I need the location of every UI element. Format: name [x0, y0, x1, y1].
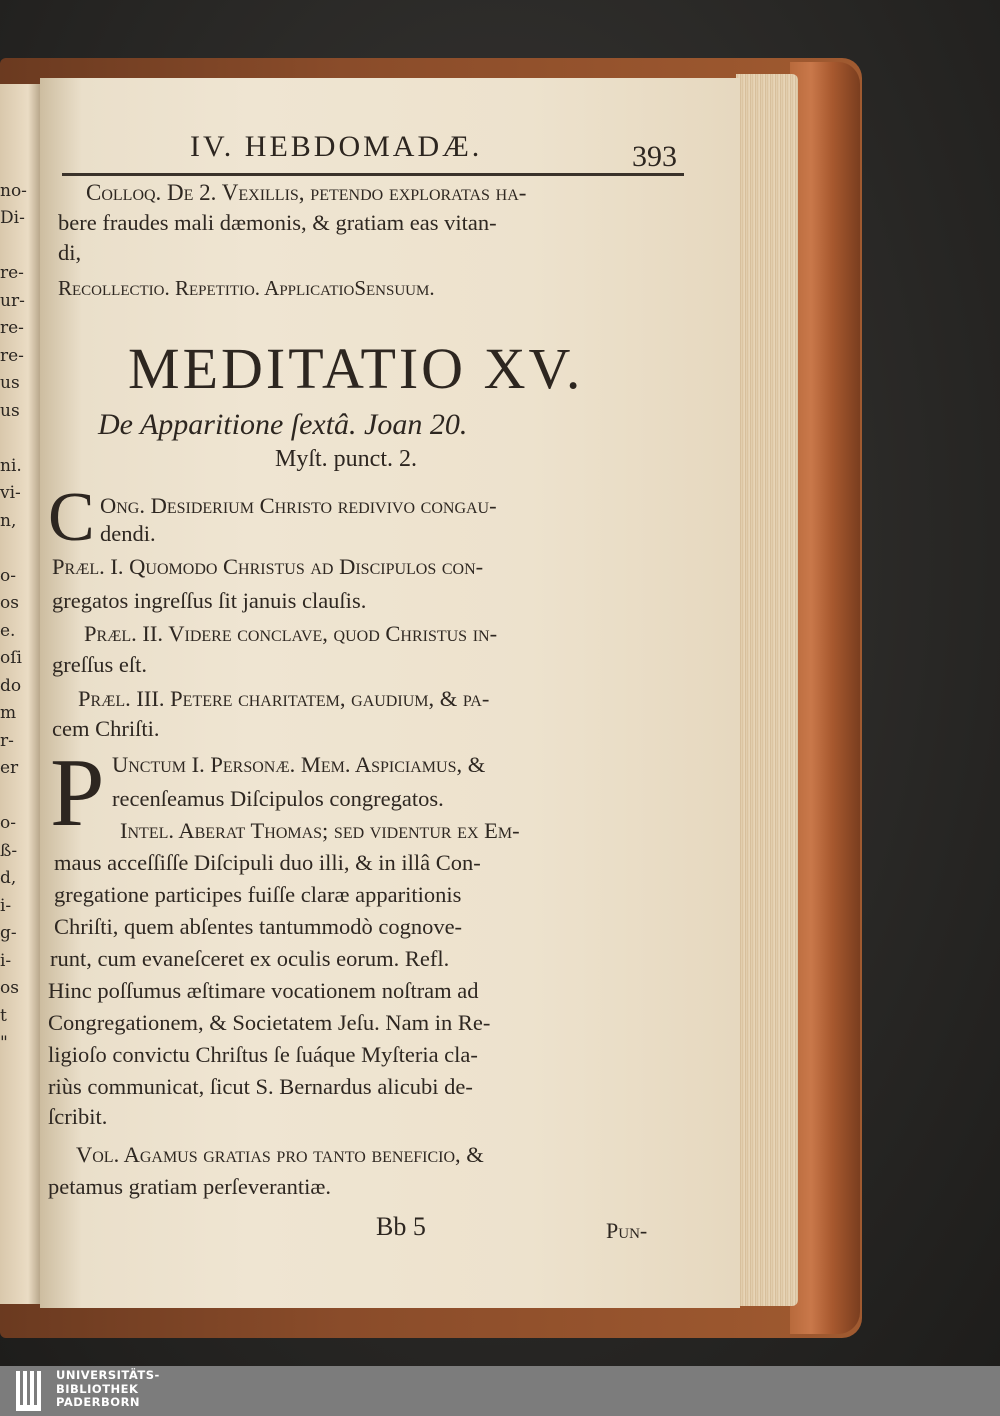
signature-mark: Bb 5 [376, 1212, 426, 1241]
text-line: dendi. [100, 521, 156, 546]
left-margin-fragment: m [0, 703, 17, 723]
text-line: recenſeamus Diſcipulos congregatos. [112, 786, 444, 811]
left-margin-fragment: us [0, 400, 20, 421]
library-logo-text [56, 1369, 160, 1410]
meditation-title: MEDITATIO XV. [128, 336, 584, 401]
text-line: Congregationem, & Societatem Jeſu. Nam in Re- [48, 1010, 491, 1035]
text-line: Unctum I. Personæ. Mem. Aſpiciamus, & [112, 752, 486, 777]
left-margin-fragment: ur- [0, 290, 25, 311]
page-edges [736, 74, 798, 1306]
text-line: cem Chriſti. [52, 716, 160, 741]
left-margin-fragment: os [0, 593, 19, 613]
left-page-margin-text [0, 150, 40, 1058]
left-margin-fragment: i- [0, 950, 12, 971]
left-margin-fragment: r- [0, 730, 14, 751]
left-margin-fragment: re- [0, 318, 24, 338]
meditation-subtitle: De Apparitione ſextâ. Joan 20. [98, 408, 468, 441]
left-margin-fragment: us [0, 373, 20, 393]
left-margin-fragment: o- [0, 813, 16, 833]
text-line: Intel. Aberat Thomas; ſed videntur ex Em- [120, 818, 520, 843]
drop-cap-c: C [48, 479, 95, 556]
text-line: bere fraudes mali dæmonis, & gratiam eas vitan- [58, 210, 497, 235]
library-name-line: UNIVERSITÄTS- [56, 1368, 160, 1382]
text-line: riùs communicat, ſicut S. Bernardus alicubi de- [48, 1074, 473, 1099]
text-line: Hinc poſſumus æſtimare vocationem noſtram ad [48, 978, 479, 1003]
left-margin-fragment: " [0, 1033, 8, 1053]
left-margin-fragment: e. [0, 620, 16, 641]
left-margin-fragment: oſi [0, 648, 22, 668]
text-line: maus acceſſiſſe Diſcipuli duo illi, & in illâ Con- [54, 850, 481, 875]
left-margin-fragment: t [0, 1005, 7, 1026]
left-margin-fragment [0, 150, 40, 178]
left-margin-fragment: re- [0, 263, 24, 283]
left-margin-fragment: ß- [0, 840, 18, 861]
left-margin-fragment [0, 535, 40, 563]
book-cover-edge [790, 62, 860, 1334]
left-margin-fragment [0, 425, 40, 453]
text-line: gregatos ingreſſus ſit januis clauſis. [52, 588, 367, 613]
catchword: Pun- [606, 1218, 648, 1243]
left-margin-fragment: n, [0, 510, 17, 531]
left-margin-fragment [0, 783, 40, 811]
text-line: ſcribit. [48, 1104, 108, 1129]
text-line-colloq: Colloq. De 2. Vexillis, petendo exploratas ha- [86, 180, 527, 205]
text-line: Ong. Deſiderium Chriſto redivivo congau- [100, 493, 497, 518]
left-margin-fragment: do [0, 675, 22, 696]
drop-cap-p: P [50, 739, 105, 847]
text-line: gregatione participes fuiſſe claræ apparitionis [54, 882, 462, 907]
left-margin-fragment: d, [0, 868, 17, 888]
text-line: Præl. II. Videre conclave, quod Chriſtus in- [84, 621, 498, 646]
left-margin-fragment: ni. [0, 455, 22, 476]
left-margin-fragment: g- [0, 923, 17, 943]
left-margin-fragment: Di- [0, 208, 25, 228]
left-margin-fragment: o- [0, 565, 16, 586]
left-margin-fragment: i- [0, 895, 12, 916]
header-rule [62, 173, 684, 176]
text-line: petamus gratiam perſeverantiæ. [48, 1174, 332, 1199]
left-margin-fragment: re- [0, 345, 24, 366]
text-line: Chriſti, quem abſentes tantummodò cognove- [54, 914, 463, 939]
text-line: di, [58, 240, 82, 265]
text-line-recollectio: Recollectio. Repetitio. ApplicatioSensuum. [58, 276, 435, 300]
library-logo-icon [16, 1371, 48, 1411]
page-number: 393 [632, 140, 677, 173]
running-title: IV. HEBDOMADÆ. [190, 130, 483, 163]
left-margin-fragment: vi- [0, 483, 21, 503]
left-margin-fragment: os [0, 978, 19, 998]
left-margin-fragment [0, 233, 40, 261]
left-margin-fragment: er [0, 758, 19, 778]
left-margin-fragment: no- [0, 180, 27, 201]
text-line: greſſus eſt. [52, 652, 147, 677]
text-line: Vol. Agamus gratias pro tanto beneficio, & [76, 1142, 484, 1167]
library-name-line: PADERBORN [56, 1395, 141, 1409]
text-line: Præl. III. Petere charitatem, gaudium, & pa- [78, 686, 490, 711]
text-line: Præl. I. Quomodo Chriſtus ad Diſcipulos con- [52, 554, 484, 579]
text-line: ligioſo convictu Chriſtus ſe ſuáque Myſteria cla- [48, 1042, 478, 1067]
library-name-line: BIBLIOTHEK [56, 1381, 139, 1396]
text-line: runt, cum evaneſceret ex oculis eorum. Refl. [50, 946, 450, 971]
meditation-reference: Myſt. punct. 2. [275, 446, 417, 472]
